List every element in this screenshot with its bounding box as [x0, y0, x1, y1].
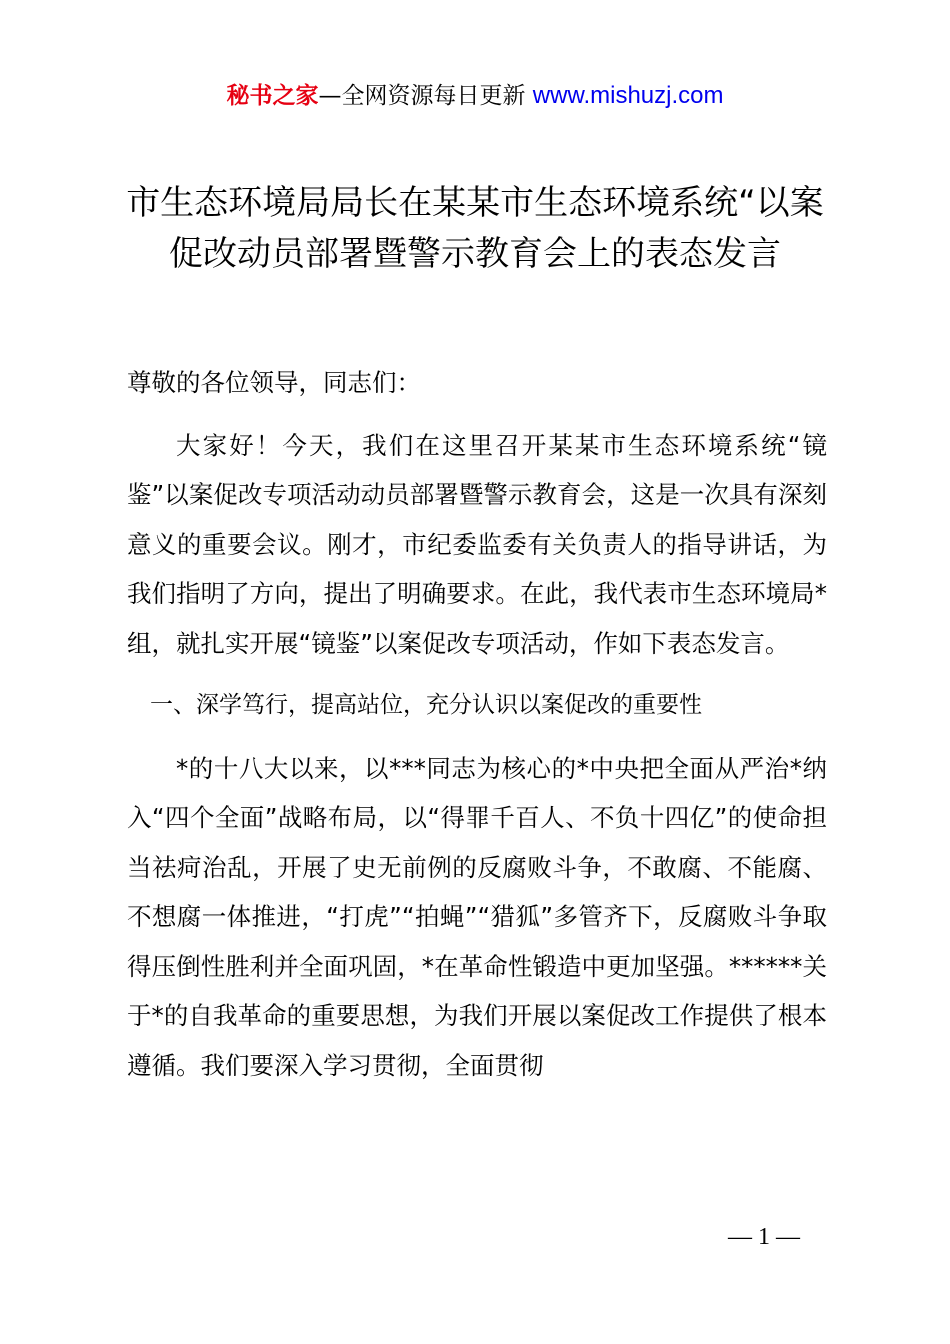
salutation: 尊敬的各位领导，同志们： [127, 368, 421, 397]
document-title: 市生态环境局局长在某某市生态环境系统“以案促改动员部署暨警示教育会上的表态发言 [126, 183, 824, 274]
paragraph: *的十八大以来，以***同志为核心的*中央把全面从严治*纳入“四个全面”战略布局，以“得罪千百人、不负十四亿”的使命担当祛疴治乱，开展了史无前例的反腐败斗争，不敢腐、不能腐、不想腐一体推进，“打虎”“拍蝇”“猎狐”多管齐下，反腐败斗争取得压倒性胜利并全面巩固，*在革命性锻造中更加坚强。******关于*的自我革命的重要思想，为我们开展以案促改工作提供了根本遵循。我们要深入学习贯彻，全面贯彻 [127, 753, 827, 1080]
site-brand: 秘书之家 [226, 83, 319, 109]
page-number: — 1 — [728, 1224, 800, 1250]
document-body [127, 358, 827, 1103]
site-url-link[interactable]: www.mishuzj.com [532, 82, 724, 109]
site-header [0, 80, 950, 112]
section-heading: 一、深学笃行，提高站位，充分认识以案促改的重要性 [150, 692, 702, 718]
paragraph: 大家好！今天，我们在这里召开某某市生态环境系统“镜鉴”以案促改专项活动动员部署暨警示教育会，这是一次具有深刻意义的重要会议。刚才，市纪委监委有关负责人的指导讲话，为我们指明了方向，提出了明确要求。在此，我代表市生态环境局*组，就扎实开展“镜鉴”以案促改专项活动，作如下表态发言。 [127, 430, 827, 658]
site-slogan: —全网资源每日更新 [318, 83, 533, 109]
